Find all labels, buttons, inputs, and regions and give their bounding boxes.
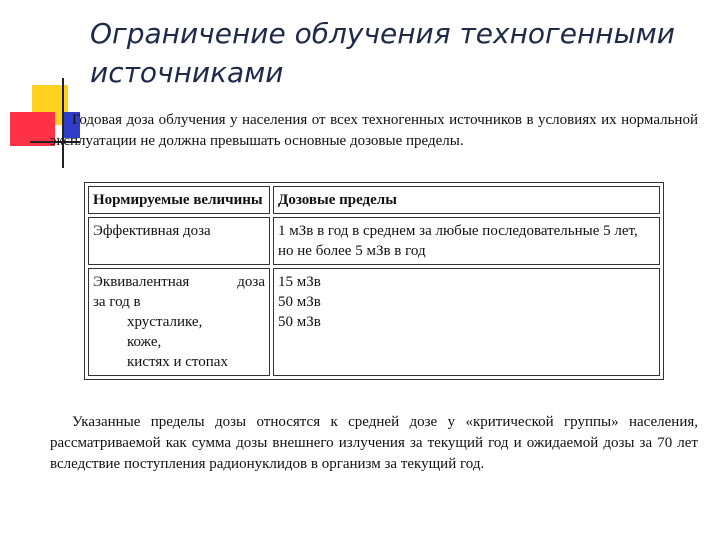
cell-effective-dose: Эффективная доза <box>88 217 270 265</box>
value-lens: 15 мЗв <box>278 274 321 290</box>
table-row <box>88 268 660 376</box>
header-quantity: Нормируемые величины <box>88 186 270 214</box>
header-limits: Дозовые пределы <box>273 186 660 214</box>
organ-lens: хрусталике, <box>127 314 203 330</box>
organ-skin: коже, <box>127 334 162 350</box>
equivalent-dose-line <box>93 272 265 292</box>
equivalent-label-part3: за год в <box>93 294 141 310</box>
value-hands-feet: 50 мЗв <box>278 314 321 330</box>
cell-effective-limit: 1 мЗв в год в среднем за любые последовательные 5 лет, но не более 5 мЗв в год <box>273 217 660 265</box>
table-row <box>88 217 660 265</box>
cell-equivalent-dose <box>88 268 270 376</box>
slide-title: Ограничение облучения техногенными источниками <box>90 17 675 89</box>
intro-paragraph: Годовая доза облучения у населения от всех техногенных источников в условиях их нормальной эксплуатации не должна превышать основные дозовые пределы. <box>50 112 698 149</box>
table-header-row <box>88 186 660 214</box>
organ-hands-feet: кистях и стопах <box>127 354 228 370</box>
cell-equivalent-values <box>273 268 660 376</box>
note-paragraph: Указанные пределы дозы относятся к средней дозе у «критической группы» населения, рассматриваемой как сумма дозы внешнего излучения за текущий год и ожидаемой дозы за 70 лет вследствие поступления радионуклидов в организм за текущий год. <box>50 414 698 472</box>
equivalent-label-part2: доза <box>237 274 265 290</box>
value-skin: 50 мЗв <box>278 294 321 310</box>
dose-limits-table <box>84 182 664 380</box>
equivalent-label-part1: Эквивалентная <box>93 274 190 290</box>
